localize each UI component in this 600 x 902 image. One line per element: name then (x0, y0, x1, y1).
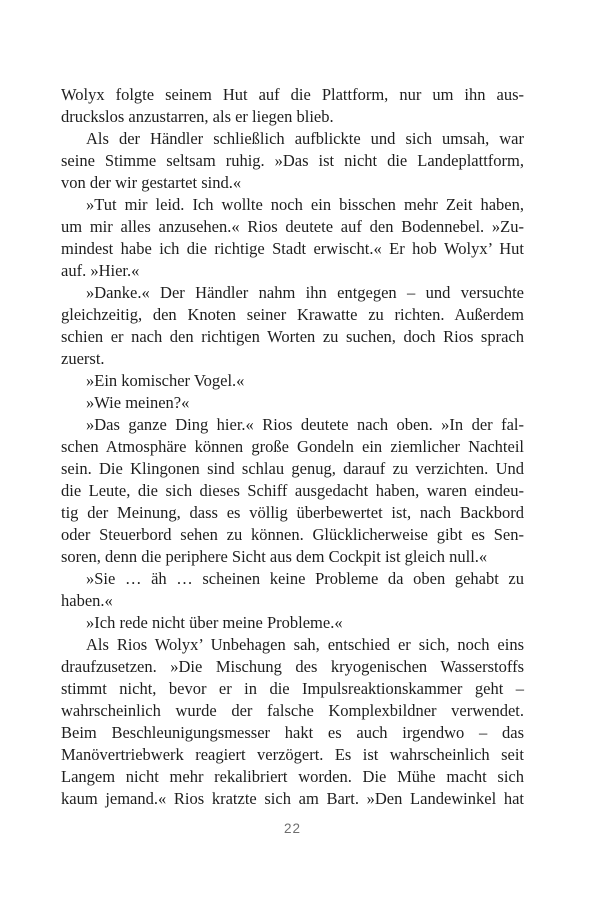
text-line: Beim Beschleunigungsmesser hakt es auch irgendwo – das (61, 723, 524, 742)
text-line: mindest habe ich die richtige Stadt erwischt.« Er hob Wolyx’ Hut (61, 239, 524, 258)
text-line: druckslos anzustarren, als er liegen blieb. (61, 107, 334, 126)
text-line: haben.« (61, 591, 113, 610)
text-line: die Leute, die sich dieses Schiff ausgedacht haben, waren eindeu- (61, 481, 524, 500)
text-line: »Das ganze Ding hier.« Rios deutete nach oben. »In der fal- (86, 415, 524, 434)
text-line: von der wir gestartet sind.« (61, 173, 242, 192)
text-line: auf. »Hier.« (61, 261, 140, 280)
text-line: zuerst. (61, 349, 105, 368)
text-line: »Wie meinen?« (86, 393, 190, 412)
text-line: »Ein komischer Vogel.« (86, 371, 245, 390)
text-line: Wolyx folgte seinem Hut auf die Plattform, nur um ihn aus- (61, 85, 524, 104)
text-line: stimmt nicht, bevor er in die Impulsreaktionskammer geht – (61, 679, 524, 698)
text-line: seine Stimme seltsam ruhig. »Das ist nicht die Landeplattform, (61, 151, 524, 170)
text-line: sein. Die Klingonen sind schlau genug, darauf zu verzichten. Und (61, 459, 524, 478)
body-text (61, 84, 524, 810)
page-number: 22 (283, 821, 302, 836)
text-line: »Tut mir leid. Ich wollte noch ein bisschen mehr Zeit haben, (86, 195, 524, 214)
text-line: kaum jemand.« Rios kratzte sich am Bart. »Den Landewinkel hat (61, 789, 524, 808)
text-line: schien er nach den richtigen Worten zu suchen, doch Rios sprach (61, 327, 524, 346)
text-line: Manövertriebwerk reagiert verzögert. Es ist wahrscheinlich seit (61, 745, 524, 764)
text-line: tig der Meinung, dass es völlig überbewertet ist, nach Backbord (61, 503, 524, 522)
text-line: wahrscheinlich wurde der falsche Komplexbildner verwendet. (61, 701, 524, 720)
text-line: um mir alles anzusehen.« Rios deutete auf den Bodennebel. »Zu- (61, 217, 524, 236)
text-line: »Danke.« Der Händler nahm ihn entgegen – und versuchte (86, 283, 524, 302)
text-line: Als Rios Wolyx’ Unbehagen sah, entschied er sich, noch eins (86, 635, 524, 654)
text-line: Langem nicht mehr rekalibriert worden. Die Mühe macht sich (61, 767, 524, 786)
text-line: gleichzeitig, den Knoten seiner Krawatte zu richten. Außerdem (61, 305, 524, 324)
text-line: Als der Händler schließlich aufblickte und sich umsah, war (86, 129, 524, 148)
text-line: soren, denn die periphere Sicht aus dem Cockpit ist gleich null.« (61, 547, 488, 566)
text-line: oder Steuerbord sehen zu können. Glücklicherweise gibt es Sen- (61, 525, 524, 544)
text-line: »Ich rede nicht über meine Probleme.« (86, 613, 343, 632)
text-line: draufzusetzen. »Die Mischung des kryogenischen Wasserstoffs (61, 657, 524, 676)
text-line: schen Atmosphäre können große Gondeln ein ziemlicher Nachteil (61, 437, 524, 456)
text-line: »Sie … äh … scheinen keine Probleme da oben gehabt zu (86, 569, 524, 588)
